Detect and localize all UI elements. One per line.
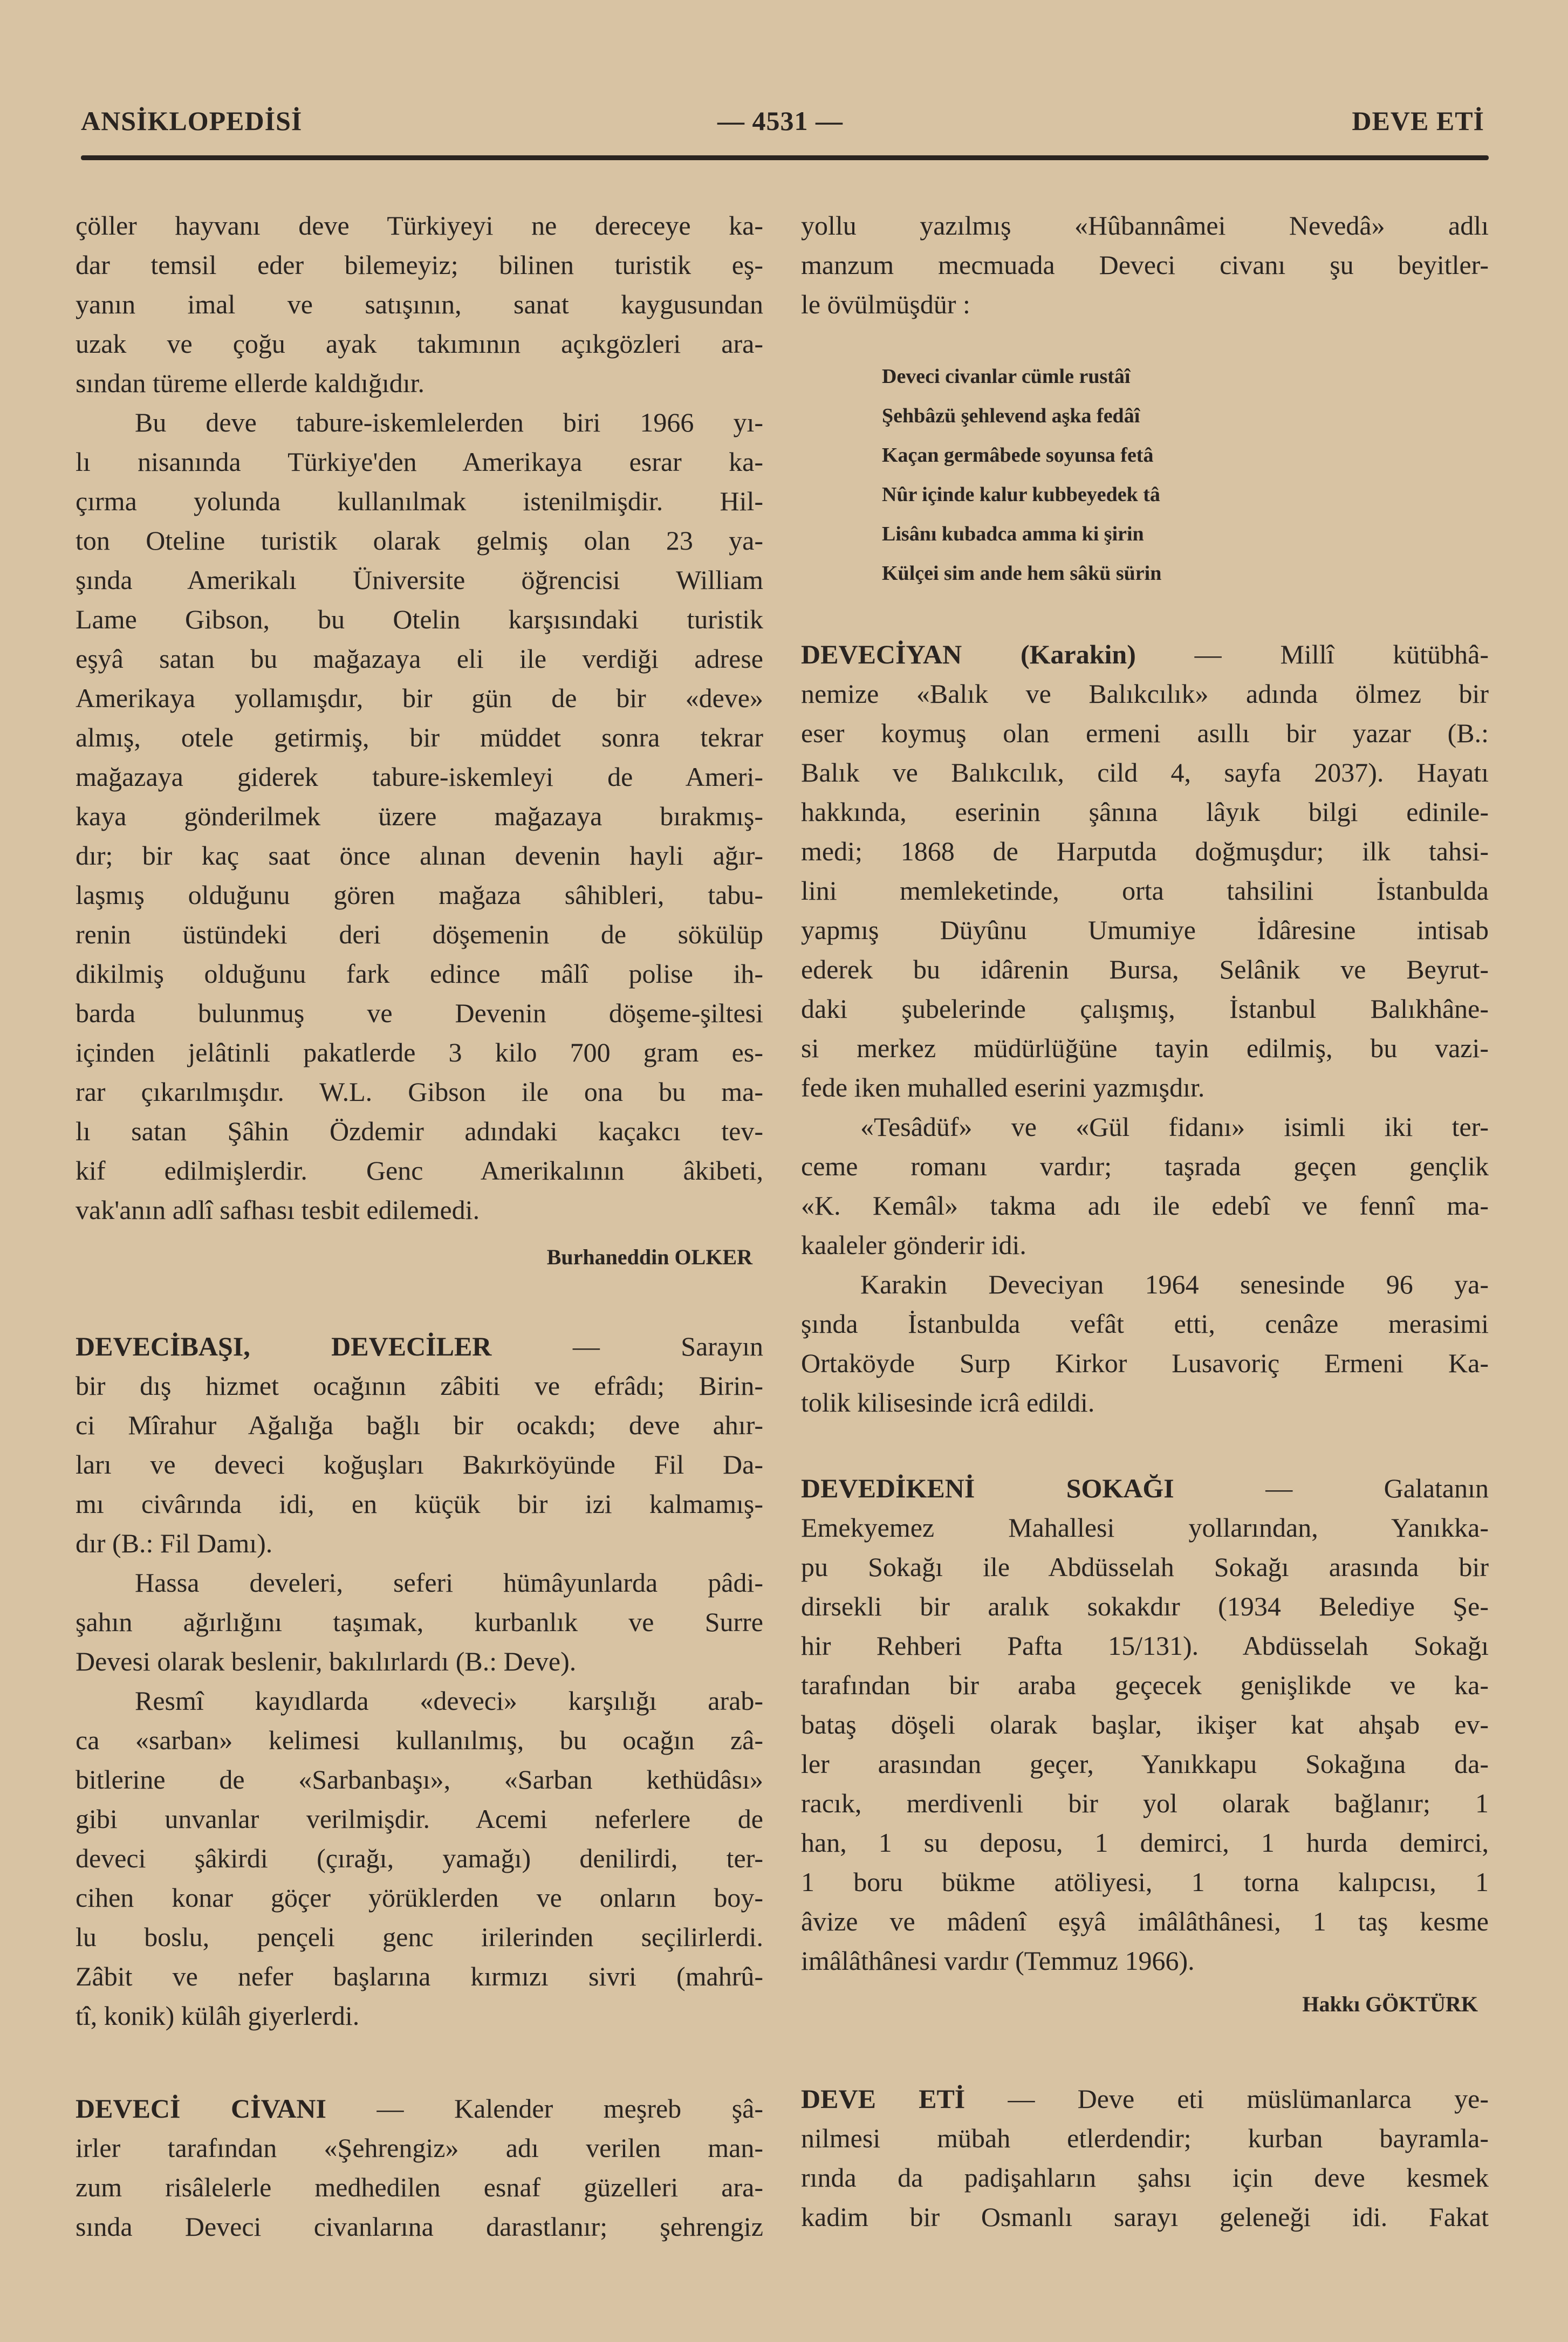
text-line: lı satan Şâhin Özdemir adındaki kaçakcı tev- [76,1116,763,1146]
text-line: Hassa develeri, seferi hümâyunlarda pâdi- [135,1567,763,1598]
paragraph [76,1327,763,1563]
text-line: racık, merdivenli bir yol olarak bağlanır; 1 [801,1788,1489,1818]
text-line: şında İstanbulda vefât etti, cenâze merasimi [801,1309,1489,1339]
text-line: daki şubelerinde çalışmış, İstanbul Balıkhâne- [801,994,1489,1024]
text-line: pu Sokağı ile Abdüsselah Sokağı arasında bir [801,1552,1489,1582]
text-line: vak'anın adlî safhası tesbit edilemedi. [76,1195,480,1225]
text-line: mağazaya giderek tabure-iskemleyi de Ameri- [76,762,763,792]
text-line: DEVECİBAŞI, DEVECİLER — Sarayın [76,1331,763,1361]
text-line: eşyâ satan bu mağazaya eli ile verdiği adrese [76,643,763,674]
text-line: çırma yolunda kullanılmak istenilmişdir. Hil- [76,486,763,516]
text-line: han, 1 su deposu, 1 demirci, 1 hurda demirci, [801,1827,1489,1858]
entry [801,1469,1489,2016]
text-line: ci Mîrahur Ağalığa bağlı bir ocakdı; deve ahır- [76,1410,763,1440]
text-line: almış, otele getirmiş, bir müddet sonra tekrar [76,722,763,752]
entry-heading: DEVE ETİ [801,2084,966,2114]
author-signature: Hakkı GÖKTÜRK [1302,1992,1478,2016]
text-line: çöller hayvanı deve Türkiyeyi ne dereceye ka- [76,210,763,241]
poem-line: Kaçan germâbede soyunsa fetâ [882,444,1154,467]
text-line: sından türeme ellerde kaldığıdır. [76,368,425,398]
text-line: irler tarafından «Şehrengiz» adı verilen man- [76,2133,763,2163]
text-line: tî, konik) külâh giyerlerdi. [76,2001,360,2031]
text-line: lini memleketinde, orta tahsilini İstanbulda [801,875,1489,906]
text-line: Emekyemez Mahallesi yollarından, Yanıkka- [801,1512,1489,1543]
entry [76,1327,763,2036]
text-line: medi; 1868 de Harputda doğmuşdur; ilk tahsi- [801,836,1489,866]
author-signature: Burhaneddin OLKER [546,1245,752,1269]
entry [76,2089,763,2247]
text-line: Lame Gibson, bu Otelin karşısındaki turistik [76,604,763,634]
text-line: Devesi olarak beslenir, bakılırlardı (B.: Deve). [76,1646,577,1676]
paragraph [801,635,1489,1107]
text-line: bataş döşeli olarak başlar, ikişer kat ahşab ev- [801,1709,1489,1740]
entry-heading: DEVEDİKENİ SOKAĞI [801,1473,1174,1503]
text-line: yollu yazılmış «Hûbannâmei Nevedâ» adlı [801,210,1489,241]
text-line: ederek bu idârenin Bursa, Selânik ve Beyrut- [801,954,1489,984]
text-line: âvize ve mâdenî eşyâ imâlâthânesi, 1 taş kesme [801,1906,1489,1936]
paragraph [801,206,1489,324]
text-line: si merkez müdürlüğüne tayin edilmiş, bu vazi- [801,1033,1489,1063]
paragraph [76,403,763,1230]
text-line: manzum mecmuada Deveci civanı şu beyitler- [801,250,1489,280]
text-line: uzak ve çoğu ayak takımının açıkgözleri ara- [76,328,763,359]
poem-line: Külçei sim ande hem sâkü sürin [882,562,1162,585]
paragraph [76,2089,763,2247]
text-line: Amerikaya yollamışdır, bir gün de bir «deve» [76,683,763,713]
paragraph [801,1265,1489,1422]
text-line: yanın imal ve satışının, sanat kaygusundan [76,289,763,319]
text-line: kadim bir Osmanlı sarayı geleneği idi. Fakat [801,2202,1489,2232]
poem-block [801,357,1489,593]
text-line: ca «sarban» kelimesi kullanılmış, bu ocağın zâ- [76,1725,763,1755]
text-line: DEVECİYAN (Karakin) — Millî kütübhâ- [801,639,1489,669]
paragraph [76,206,763,403]
text-line: şahın ağırlığını taşımak, kurbanlık ve Surre [76,1607,763,1637]
text-line: le övülmüşdür : [801,289,970,319]
entry [801,2079,1489,2237]
text-line: içinden jelâtinli pakatlerde 3 kilo 700 gram es- [76,1037,763,1067]
text-line: tolik kilisesinde icrâ edildi. [801,1387,1095,1417]
text-line: ler arasından geçer, Yanıkkapu Sokağına da- [801,1749,1489,1779]
text-line: tarafından bir araba geçecek genişlikde ve ka- [801,1670,1489,1700]
text-line: fede iken muhalled eserini yazmışdır. [801,1072,1205,1102]
text-line: ton Oteline turistik olarak gelmiş olan 23 ya- [76,525,763,556]
text-line: «K. Kemâl» takma adı ile edebî ve fennî ma- [801,1190,1489,1221]
text-line: yapmış Düyûnu Umumiye İdâresine intisab [801,915,1489,945]
entry-heading: DEVECİBAŞI, DEVECİLER [76,1331,492,1361]
text-line: DEVE ETİ — Deve eti müslümanlarca ye- [801,2084,1489,2114]
paragraph [801,1469,1489,1981]
text-line: deveci şâkirdi (çırağı, yamağı) denilirdi, ter- [76,1843,763,1873]
poem-line: Lisânı kubadca amma ki şirin [882,523,1144,545]
entry-heading: DEVECİYAN (Karakin) [801,639,1136,669]
text-line: dar temsil eder bilemeyiz; bilinen turistik eş- [76,250,763,280]
text-line: rar çıkarılmışdır. W.L. Gibson ile ona bu ma- [76,1077,763,1107]
text-line: hir Rehberi Pafta 15/131). Abdüsselah Sokağı [801,1631,1489,1661]
text-line: kif edilmişlerdir. Genc Amerikalının âkibeti, [76,1155,763,1186]
text-line: nemize «Balık ve Balıkcılık» adında ölmez bir [801,679,1489,709]
text-line: bir dış hizmet ocağının zâbiti ve efrâdı; Birin- [76,1371,763,1401]
text-line: Resmî kayıdlarda «deveci» karşılığı arab- [135,1686,763,1716]
text-line: renin üstündeki deri döşemenin de sökülüp [76,919,763,949]
text-line: kaaleler gönderir idi. [801,1230,1026,1260]
text-line: Zâbit ve nefer başlarına kırmızı sivri (mahrû- [76,1961,763,1991]
text-block [801,206,1489,324]
text-line: gibi unvanlar verilmişdir. Acemi neferlere de [76,1804,763,1834]
text-line: zum risâlelerle medhedilen esnaf güzelleri ara- [76,2172,763,2202]
poem-line: Deveci civanlar cümle rustâî [882,365,1131,388]
page-number: — 4531 — [717,106,843,136]
paragraph [801,1107,1489,1265]
text-line: Bu deve tabure-iskemlelerden biri 1966 yı- [135,407,763,437]
text-line: ceme romanı vardır; taşrada geçen gençlik [801,1151,1489,1181]
text-line: sında Deveci civanlarına darastlanır; şehrengiz [76,2211,763,2242]
text-line: mı civârında idi, en küçük bir izi kalmamış- [76,1489,763,1519]
text-line: lı nisanında Türkiye'den Amerikaya esrar ka- [76,447,763,477]
text-line: barda bulunmuş ve Devenin döşeme-şiltesi [76,998,763,1028]
text-line: eser koymuş olan ermeni asıllı bir yazar (B.: [801,718,1489,748]
text-line: dikilmiş olduğunu fark edince mâlî polise ih- [76,958,763,989]
poem-line: Şehbâzü şehlevend aşka fedâî [882,405,1140,427]
poem-line: Nûr içinde kalur kubbeyedek tâ [882,483,1160,506]
text-line: kaya gönderilmek üzere mağazaya bırakmış- [76,801,763,831]
text-line: dır (B.: Fil Damı). [76,1528,273,1558]
text-line: bitlerine de «Sarbanbaşı», «Sarban kethüdâsı» [76,1764,763,1795]
paragraph [76,1563,763,1681]
running-header-entry: DEVE ETİ [1352,106,1484,136]
text-line: DEVEDİKENİ SOKAĞI — Galatanın [801,1473,1489,1503]
text-line: nilmesi mübah etlerdendir; kurban bayramla- [801,2123,1489,2153]
text-line: 1 boru bükme atöliyesi, 1 torna kalıpcısı, 1 [801,1867,1489,1897]
text-line: Ortaköyde Surp Kirkor Lusavoriç Ermeni Ka- [801,1348,1489,1378]
text-line: lu boslu, pençeli genc irilerinden seçilirlerdi. [76,1922,763,1952]
text-line: Balık ve Balıkcılık, cild 4, sayfa 2037). Hayatı [801,757,1489,787]
text-line: şında Amerikalı Üniversite öğrencisi William [76,565,763,595]
text-line: ları ve deveci koğuşları Bakırköyünde Fil Da- [76,1449,763,1480]
text-line: dirsekli bir aralık sokakdır (1934 Belediye Şe- [801,1591,1489,1621]
text-line: cihen konar göçer yörüklerden ve onların boy- [76,1882,763,1913]
text-line: rında da padişahların şahsı için deve kesmek [801,2162,1489,2193]
paragraph [801,2079,1489,2237]
text-block [76,206,763,1269]
entry-heading: DEVECİ CİVANI [76,2093,326,2124]
entry [801,635,1489,1422]
header-rule [81,155,1489,160]
paragraph [76,1681,763,2036]
running-header-title: ANSİKLOPEDİSİ [81,106,303,136]
text-line: dır; bir kaç saat önce alınan devenin hayli ağır- [76,840,763,871]
text-line: hakkında, eserinin şânına lâyık bilgi edinile- [801,797,1489,827]
text-line: laşmış olduğunu gören mağaza sâhibleri, tabu- [76,880,763,910]
text-line: imâlâthânesi vardır (Temmuz 1966). [801,1946,1195,1976]
text-line: «Tesâdüf» ve «Gül fidanı» isimli iki ter- [860,1112,1489,1142]
text-line: Karakin Deveciyan 1964 senesinde 96 ya- [860,1269,1489,1299]
text-line: DEVECİ CİVANI — Kalender meşreb şâ- [76,2093,764,2124]
